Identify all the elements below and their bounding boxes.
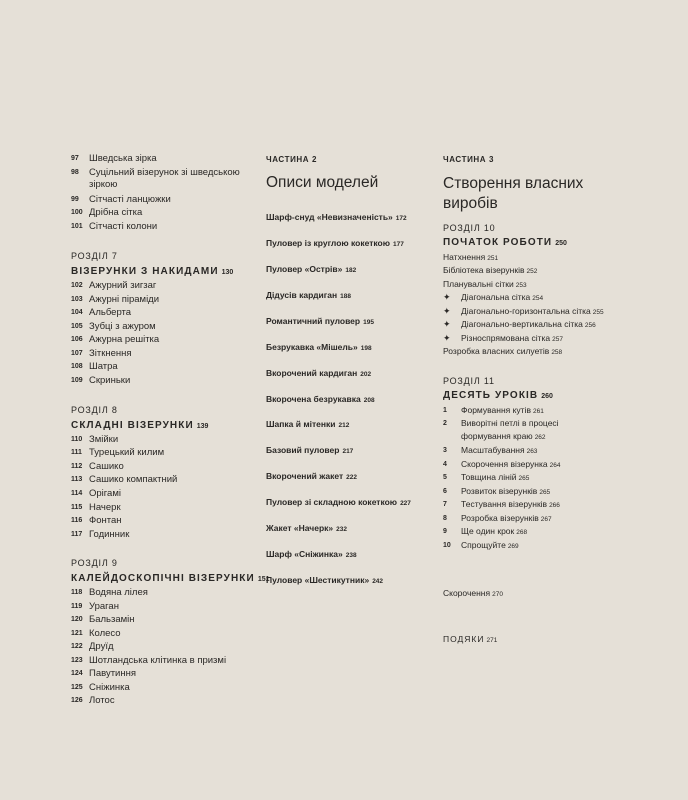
toc-entry: Натхнення 251 [443,252,499,262]
toc-entry: 121 Колесо [71,628,121,639]
toc-entry: 105 Зубці з ажуром [71,321,156,332]
model-entry: Романтичний пуловер 195 [266,316,374,326]
section-label: РОЗДІЛ 11 [443,376,495,386]
model-entry: Пуловер із круглою кокеткою 177 [266,238,404,248]
toc-entry: 106 Ажурна решітка [71,334,160,345]
toc-entry: 114 Орігамі [71,488,121,499]
model-entry: Базовий пуловер 217 [266,445,354,455]
toc-bullet-entry: ✦ Різноспрямована сітка 257 [443,333,563,343]
toc-entry: 119 Ураган [71,601,119,612]
model-entry: Дідусів кардиган 188 [266,290,351,300]
toc-entry: 111 Турецький килим [71,447,165,458]
lesson-entry: 1 Формування кутів 261 [443,405,544,415]
toc-entry: Бібліотека візерунків 252 [443,265,538,275]
section-title: ПОЧАТОК РОБОТИ 250 [443,237,567,248]
toc-bullet-entry: ✦ Діагональна сітка 254 [443,292,544,302]
toc-entry: 102 Ажурний зигзаг [71,280,157,291]
toc-entry: 116 Фонтан [71,515,122,526]
toc-entry: 123 Шотландська клітинка в призмі [71,655,227,666]
model-entry: Вкорочений жакет 222 [266,471,358,481]
toc-entry: 107 Зіткнення [71,348,132,359]
toc-entry: 98 Суцільний візерунок зі шведською зіркою [71,167,240,190]
section-label: РОЗДІЛ 7 [71,251,118,261]
toc-entry: 113 Сашико компактний [71,474,178,485]
section-label: РОЗДІЛ 8 [71,405,118,415]
lesson-entry: 6 Розвиток візерунків 265 [443,486,551,496]
section-title: ВІЗЕРУНКИ З НАКИДАМИ 130 [71,266,234,277]
toc-entry: 120 Бальзамін [71,614,135,625]
lesson-entry: 5 Товщина ліній 265 [443,472,530,482]
star-bullet-icon: ✦ [443,333,451,343]
section-label: РОЗДІЛ 10 [443,223,496,233]
model-entry: Пуловер зі складною кокеткою 227 [266,497,411,507]
toc-entry: 122 Друїд [71,641,114,652]
toc-bullet-entry: ✦ Діагонально-вертикальна сітка 256 [443,319,596,329]
section-title: ДЕСЯТЬ УРОКІВ 260 [443,390,553,401]
toc-entry: 124 Павутиння [71,668,136,679]
toc-entry: 100 Дрібна сітка [71,207,143,218]
lesson-entry: 8 Розробка візерунків 267 [443,513,552,523]
part-label: ЧАСТИНА 2 [266,155,318,164]
acknowledgements-entry: ПОДЯКИ 271 [443,634,498,644]
model-entry: Шарф-снуд «Невизначеність» 172 [266,212,407,222]
toc-entry: 110 Змійки [71,434,119,445]
toc-entry: 109 Скриньки [71,375,131,386]
toc-entry: 108 Шатра [71,361,118,372]
toc-entry: 126 Лотос [71,695,115,706]
toc-entry: 117 Годинник [71,529,130,540]
part-title: Описи моделей [266,174,379,191]
model-entry: Жакет «Начерк» 232 [266,523,347,533]
star-bullet-icon: ✦ [443,292,451,302]
model-entry: Шапка й мітенки 212 [266,419,350,429]
lesson-entry: 3 Масштабування 263 [443,445,538,455]
toc-entry: 103 Ажурні піраміди [71,294,160,305]
model-entry: Вкорочена безрукавка 208 [266,394,375,404]
abbreviations-entry: Скорочення 270 [443,588,503,598]
toc-entry: 118 Водяна лілея [71,587,148,598]
toc-entry: 115 Начерк [71,502,121,513]
model-entry: Пуловер «Шестикутник» 242 [266,575,384,585]
section-title: КАЛЕЙДОСКОПІЧНІ ВІЗЕРУНКИ 151 [71,573,270,584]
toc-entry: 99 Сітчасті ланцюжки [71,194,171,205]
section-title: СКЛАДНІ ВІЗЕРУНКИ 139 [71,420,209,431]
star-bullet-icon: ✦ [443,319,451,329]
star-bullet-icon: ✦ [443,306,451,316]
lesson-entry: 7 Тестування візерунків 266 [443,499,560,509]
toc-entry: 97 Шведська зірка [71,153,157,164]
model-entry: Шарф «Сніжинка» 238 [266,549,357,559]
toc-entry: 112 Сашико [71,461,124,472]
toc-entry: Планувальні сітки 253 [443,279,527,289]
lesson-entry: 10 Спрощуйте 269 [443,540,519,550]
model-entry: Пуловер «Острів» 182 [266,264,357,274]
lesson-entry: 4 Скорочення візерунка 264 [443,459,561,469]
toc-entry: 104 Альберта [71,307,132,318]
toc-entry: Розробка власних силуетів 258 [443,346,563,356]
part-title-line-1: Створення власних [443,175,584,192]
toc-entry: 125 Сніжинка [71,682,130,693]
model-entry: Безрукавка «Мішель» 198 [266,342,372,352]
lesson-entry: 9 Ще один крок 268 [443,526,528,536]
part-label: ЧАСТИНА 3 [443,155,495,164]
toc-entry: 101 Сітчасті колони [71,221,158,232]
model-entry: Вкорочений кардиган 202 [266,368,372,378]
section-label: РОЗДІЛ 9 [71,558,118,568]
part-title-line-2: виробів [443,195,498,212]
lesson-entry: 2 Виворітні петлі в процесі формування краю 262 [443,418,559,441]
toc-bullet-entry: ✦ Діагонально-горизонтальна сітка 255 [443,306,604,316]
